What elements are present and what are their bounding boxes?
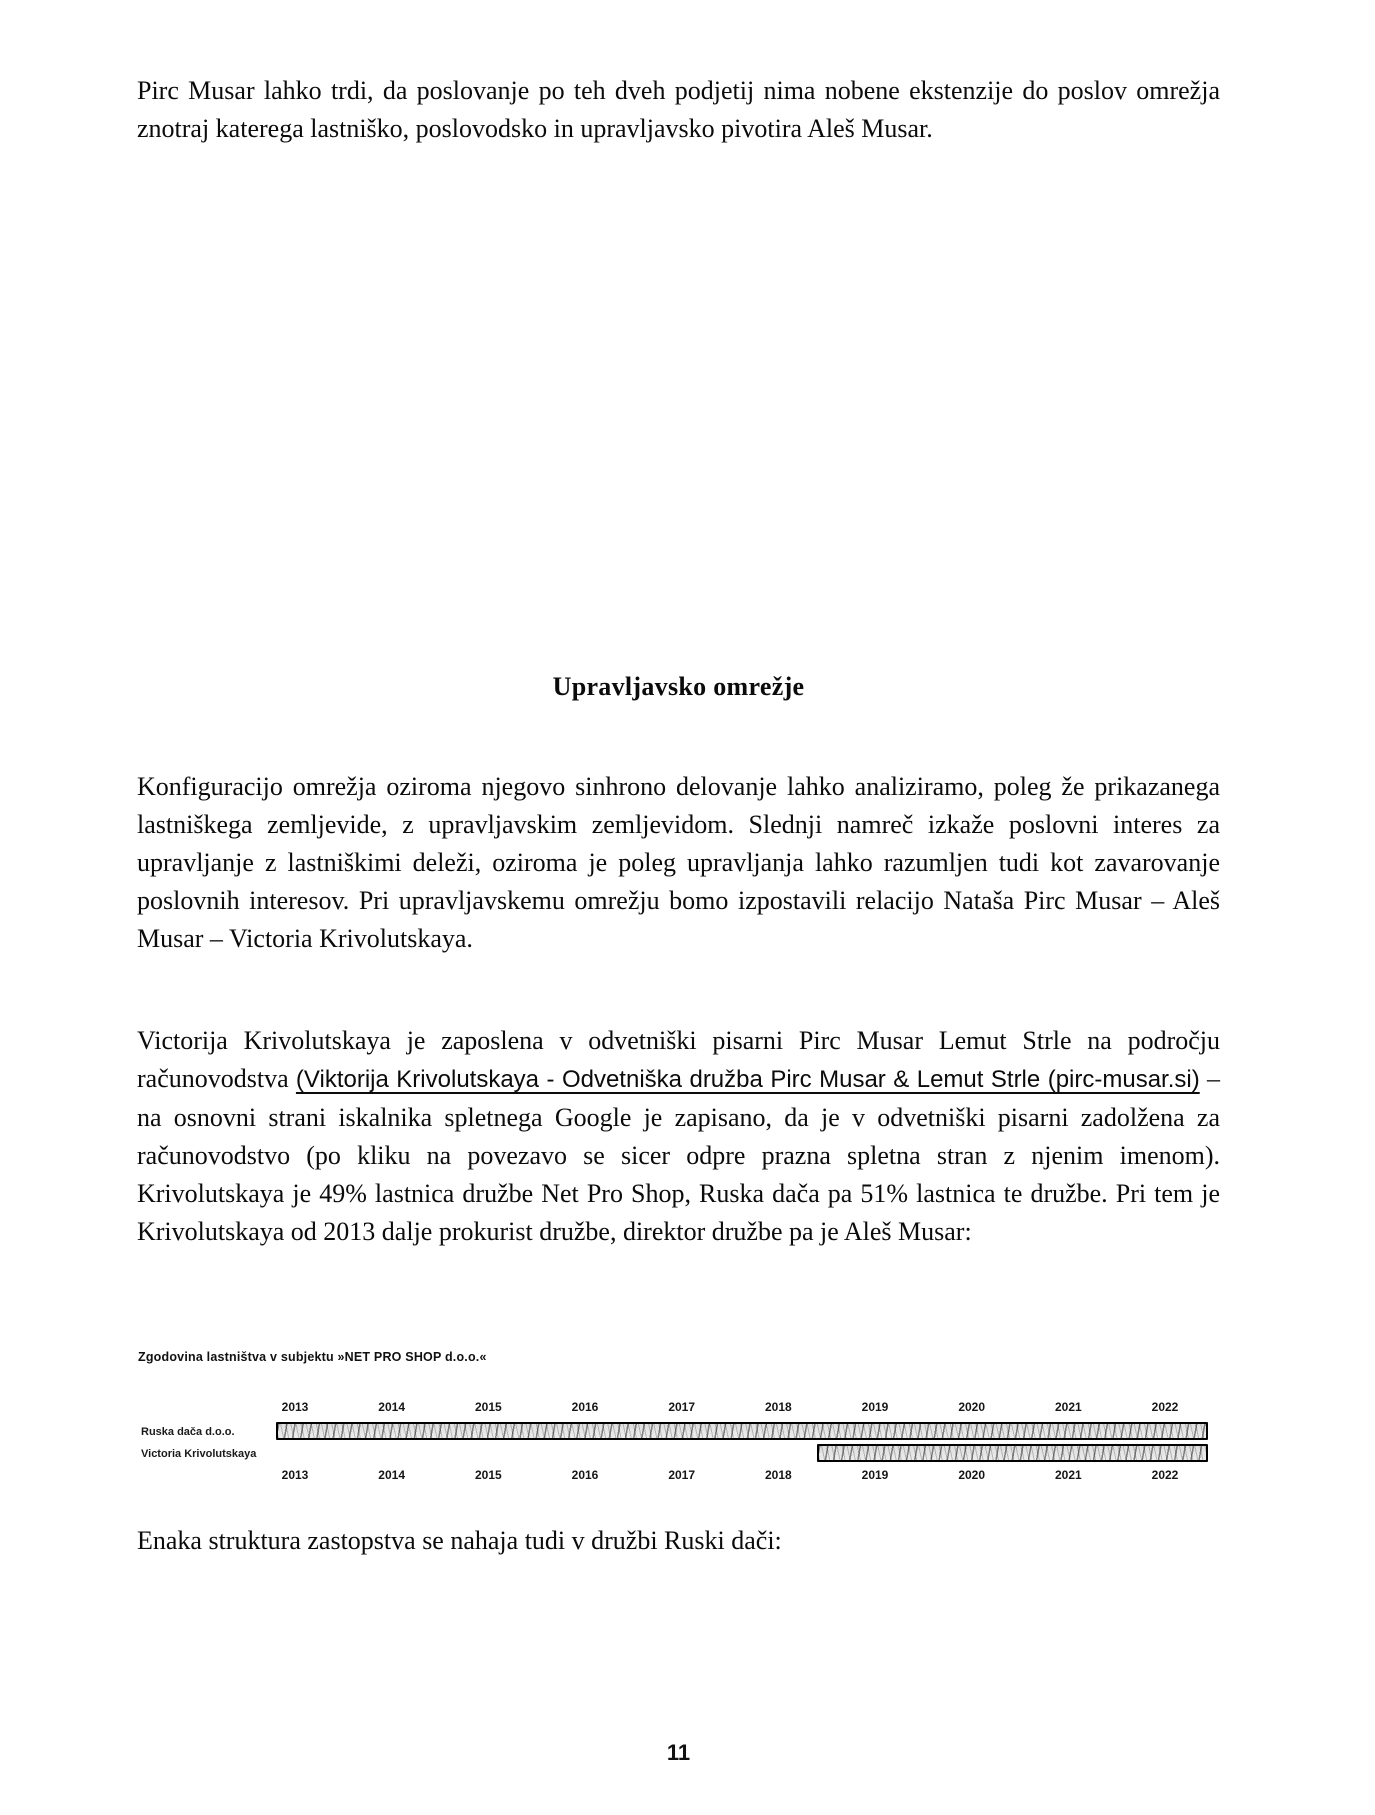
year-label: 2022 [1151, 1400, 1179, 1414]
year-label: 2019 [861, 1400, 889, 1414]
timeline-bar-ruska-daca [276, 1422, 1208, 1440]
chart-title: Zgodovina lastništva v subjektu »NET PRO SHOP d.o.o.« [138, 1350, 487, 1364]
year-label: 2022 [1151, 1468, 1179, 1482]
timeline-years-top [0, 1400, 1375, 1416]
page-number: 11 [666, 1740, 691, 1765]
paragraph-intro: Pirc Musar lahko trdi, da poslovanje po teh dveh podjetij nima nobene ekstenzije do poslov omrežja znotraj katerega lastniško, poslovodsko in upravljavsko pivotira Aleš Musar. [137, 76, 1220, 143]
row-label-victoria-krivolutskaya: Victoria Krivolutskaya [141, 1448, 257, 1460]
year-label: 2018 [764, 1400, 792, 1414]
year-label: 2014 [378, 1400, 406, 1414]
year-label: 2021 [1055, 1468, 1082, 1482]
timeline-bar-victoria-krivolutskaya [817, 1444, 1208, 1462]
paragraph-krivolutskaya [137, 1022, 1220, 1251]
paragraph-enaka-struktura: Enaka struktura zastopstva se nahaja tudi v družbi Ruski dači: [137, 1526, 782, 1555]
year-label: 2015 [474, 1400, 502, 1414]
year-label: 2018 [764, 1468, 792, 1482]
paragraph-network: Konfiguracijo omrežja oziroma njegovo sinhrono delovanje lahko analiziramo, poleg že prikazanega lastniškega zemljevide, z upravljavskim zemljevidom. Slednji namreč izkaže poslovni interes za upravljanje z lastniškimi deleži, oziroma je poleg upravljanja lahko razumljen tudi kot zavarovanje poslovnih interesov. Pri upravljavskemu omrežju bomo izpostavili relacijo Nataša Pirc Musar – Aleš Musar – Victoria Krivolutskaya. [137, 772, 1220, 953]
year-label: 2015 [474, 1468, 502, 1482]
year-label: 2014 [378, 1468, 406, 1482]
year-label: 2021 [1055, 1400, 1082, 1414]
year-label: 2020 [958, 1468, 986, 1482]
year-label: 2013 [281, 1400, 309, 1414]
timeline-years-bottom [0, 1468, 1375, 1484]
year-label: 2020 [958, 1400, 986, 1414]
year-label: 2016 [571, 1468, 599, 1482]
year-label: 2017 [668, 1468, 696, 1482]
year-label: 2019 [861, 1468, 889, 1482]
pirc-musar-link[interactable]: (Viktorija Krivolutskaya - Odvetniška družba Pirc Musar & Lemut Strle (pirc-musar.si) [295, 1066, 1200, 1093]
year-label: 2016 [571, 1400, 599, 1414]
row-label-ruska-daca: Ruska dača d.o.o. [141, 1426, 235, 1438]
section-heading: Upravljavsko omrežje [552, 672, 805, 701]
year-label: 2013 [281, 1468, 309, 1482]
paragraph-krivolutskaya-text-2: – na osnovni strani iskalnika spletnega Google je zapisano, da je v odvetniški pisarni zadolžena za računovodstvo (po kliku na povezavo se sicer odpre prazna spletna stran z njenim imenom). Krivolutskaya je 49% lastnica družbe Net Pro Shop, Ruska dača pa 51% lastnica te družbe. Pri tem je Krivolutskaya od 2013 dalje prokurist družbe, direktor družbe pa je Aleš Musar: [137, 1064, 1221, 1246]
paragraph-krivolutskaya-text-1: Victorija Krivolutskaya je zaposlena v odvetniški pisarni Pirc Musar Lemut Strle na področju računovodstva [137, 1026, 1220, 1093]
year-label: 2017 [668, 1400, 696, 1414]
